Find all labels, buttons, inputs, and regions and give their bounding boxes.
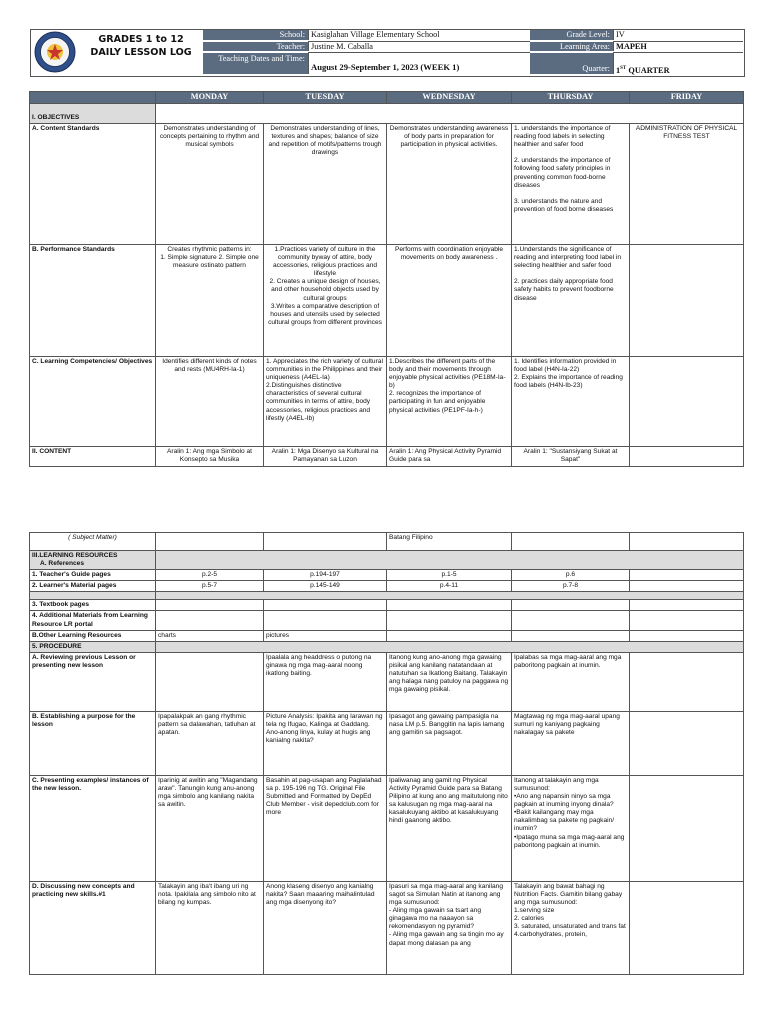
textbook-mon bbox=[156, 600, 264, 611]
learners-material-tue: p.145-149 bbox=[264, 581, 387, 592]
references-label: A. References bbox=[40, 560, 84, 568]
reviewing-wed: Itanong kung ano-anong mga gawaing pisikal ang kanilang natatandaan at natutuhan sa Ikatlong Baitang. Talakayin ang halaga nang patuloy na paggawa ng mga gawaing pisikal. bbox=[387, 652, 512, 711]
objectives-row bbox=[30, 104, 744, 124]
performance-standards-fri bbox=[630, 245, 744, 357]
presenting-label: C. Presenting examples/ instances of the new lesson. bbox=[30, 775, 156, 881]
teachers-guide-label: 1. Teacher's Guide pages bbox=[30, 570, 156, 581]
purpose-fri bbox=[630, 711, 744, 775]
lesson-log-title bbox=[80, 33, 202, 59]
content-tue: Aralin 1: Mga Disenyo sa Kultural na Pamayanan sa Luzon bbox=[264, 447, 387, 467]
competencies-fri bbox=[630, 357, 744, 447]
additional-fri bbox=[630, 611, 744, 630]
discussing-label: D. Discussing new concepts and practicing new skills.#1 bbox=[30, 881, 156, 974]
quarter-label: Quarter: bbox=[530, 52, 613, 74]
subject-fri bbox=[630, 533, 744, 551]
performance-standards-tue: 1.Practices variety of culture in the community byway of attire, body accessories, religious practices and lifestyle 2. Creates a unique design of houses, and other household objects used by cultural groups 3.Writes a comparative description of houses and utensils used by selected cultural groups from different provinces bbox=[264, 245, 387, 357]
title-line-2: DAILY LESSON LOG bbox=[90, 47, 192, 58]
competencies-thu: 1. Identifies information provided in food label (H4N-Ia-22) 2. Explains the importance of reading food labels (H4N-Ib-23) bbox=[512, 357, 630, 447]
performance-standards-thu: 1.Understands the significance of reading and interpreting food label in selecting healthier and safer food 2. practices daily appropriate food safety habits to prevent foodborne disease bbox=[512, 245, 630, 357]
presenting-tue: Basahin at pag-usapan ang Paglalahad sa p. 195-196 ng TG. Original File Submitted and Formatted by DepEd Club Member - visit depedclub.com for more bbox=[264, 775, 387, 881]
day-tuesday: TUESDAY bbox=[264, 92, 387, 104]
deped-seal-icon bbox=[34, 31, 76, 73]
reviewing-label: A. Reviewing previous Lesson or presenting new lesson bbox=[30, 652, 156, 711]
other-resources-tue: pictures bbox=[264, 630, 387, 641]
content-label: II. CONTENT bbox=[30, 447, 156, 467]
learning-area-label: Learning Area: bbox=[530, 41, 613, 51]
other-resources-row bbox=[30, 630, 744, 641]
procedure-label: 5. PROCEDURE bbox=[30, 641, 156, 652]
spacer-label bbox=[30, 592, 156, 600]
discussing-fri bbox=[630, 881, 744, 974]
purpose-row bbox=[30, 711, 744, 775]
other-resources-fri bbox=[630, 630, 744, 641]
purpose-wed: Ipasagot ang gawaing pampasigla na nasa LM p.5. Banggitin na lapis lamang ang gamitin sa pagsagot. bbox=[387, 711, 512, 775]
purpose-label: B. Establishing a purpose for the lesson bbox=[30, 711, 156, 775]
content-fri bbox=[630, 447, 744, 467]
competencies-tue: 1. Appreciates the rich variety of cultural communities in the Philippines and their uniqueness (A4EL-Ia) 2.Distinguishes distinctive characteristics of several cultural communities in terms of attire, body accessories, religious practices and lifestly (A4EL-Ib) bbox=[264, 357, 387, 447]
learners-material-label: 2. Learner's Material pages bbox=[30, 581, 156, 592]
additional-tue bbox=[264, 611, 387, 630]
competencies-row bbox=[30, 357, 744, 447]
reviewing-fri bbox=[630, 652, 744, 711]
teachers-guide-fri bbox=[630, 570, 744, 581]
reviewing-row bbox=[30, 652, 744, 711]
learners-material-row bbox=[30, 581, 744, 592]
teacher-label: Teacher: bbox=[203, 41, 308, 51]
other-resources-wed bbox=[387, 630, 512, 641]
additional-wed bbox=[387, 611, 512, 630]
purpose-thu: Magtawag ng mga mag-aaral upang sumuri ng kaniyang pagkaing nakalagay sa pakete bbox=[512, 711, 630, 775]
teachers-guide-tue: p.194-197 bbox=[264, 570, 387, 581]
day-wednesday: WEDNESDAY bbox=[387, 92, 512, 104]
discussing-wed: Ipasuri sa mga mag-aaral ang kanilang sagot sa Simulan Natin at itanong ang mga sumusunod: - Aling mga gawain sa tsart ang ginagawa mo na naaayon sa rekomendasyon ng pyramid? - Aling mga gawain ang sa tingin mo ay dapat mong dalasan pa ang bbox=[387, 881, 512, 974]
content-standards-row bbox=[30, 124, 744, 245]
objectives-heading: I. OBJECTIVES bbox=[30, 104, 156, 124]
presenting-thu: Itanong at talakayin ang mga sumusunod: •Ano ang napansin ninyo sa mga pagkain at inuming inyong dinala? •Bakit kailangang may mga nakalimbag sa pakete ng pagkain/ inumin? •Ipatago muna sa mga mag-aaral ang paboritong pagkain at inumin. bbox=[512, 775, 630, 881]
additional-materials-row bbox=[30, 611, 744, 630]
learning-area-value: MAPEH bbox=[613, 41, 743, 51]
presenting-fri bbox=[630, 775, 744, 881]
quarter-number: 1 bbox=[616, 65, 621, 75]
resources-blank bbox=[156, 551, 744, 570]
day-thursday: THURSDAY bbox=[512, 92, 630, 104]
procedure-row bbox=[30, 641, 744, 652]
additional-materials-label: 4. Additional Materials from Learning Resource LR portal bbox=[30, 611, 156, 630]
dates-value: August 29-September 1, 2023 (WEEK 1) bbox=[308, 52, 530, 74]
learners-material-fri bbox=[630, 581, 744, 592]
school-label: School: bbox=[203, 30, 308, 40]
resources-row bbox=[30, 551, 744, 570]
quarter-suffix: ST bbox=[620, 66, 627, 71]
quarter-value bbox=[613, 52, 743, 74]
day-monday: MONDAY bbox=[156, 92, 264, 104]
content-thu: Aralin 1: "Sustansiyang Sukat at Sapat" bbox=[512, 447, 630, 467]
discussing-row bbox=[30, 881, 744, 974]
subject-matter-label: ( Subject Matter) bbox=[30, 533, 156, 551]
competencies-label: C. Learning Competencies/ Objectives bbox=[30, 357, 156, 447]
subject-matter-row bbox=[30, 533, 744, 551]
textbook-wed bbox=[387, 600, 512, 611]
content-standards-tue: Demonstrates understanding of lines, textures and shapes; balance of size and repetition of motifs/patterns trough drawings bbox=[264, 124, 387, 245]
content-row bbox=[30, 447, 744, 467]
reviewing-thu: Ipalabas sa mga mag-aaral ang mga paboritong pagkain at inumin. bbox=[512, 652, 630, 711]
textbook-tue bbox=[264, 600, 387, 611]
subject-thu bbox=[512, 533, 630, 551]
teachers-guide-thu: p.6 bbox=[512, 570, 630, 581]
learners-material-thu: p.7-8 bbox=[512, 581, 630, 592]
lesson-table-page-2 bbox=[29, 532, 744, 975]
textbook-fri bbox=[630, 600, 744, 611]
day-header-row bbox=[30, 92, 744, 104]
performance-standards-label: B. Performance Standards bbox=[30, 245, 156, 357]
objectives-blank bbox=[156, 104, 744, 124]
teachers-guide-row bbox=[30, 570, 744, 581]
presenting-row bbox=[30, 775, 744, 881]
purpose-mon: Ipapalakpak an gang rhythmic pattern sa dalawahan, tatluhan at apatan. bbox=[156, 711, 264, 775]
spacer-blank bbox=[156, 592, 744, 600]
subject-wed: Batang Filipino bbox=[387, 533, 512, 551]
additional-mon bbox=[156, 611, 264, 630]
content-standards-fri: ADMINISTRATION OF PHYSICAL FITNESS TEST bbox=[630, 124, 744, 245]
teachers-guide-wed: p.1-5 bbox=[387, 570, 512, 581]
grade-label: Grade Level: bbox=[530, 30, 613, 40]
performance-standards-wed: Performs with coordination enjoyable movements on body awareness . bbox=[387, 245, 512, 357]
lesson-table-page-1 bbox=[29, 91, 744, 467]
teacher-value: Justine M. Caballa bbox=[308, 41, 530, 51]
grade-value: IV bbox=[613, 30, 743, 40]
teachers-guide-mon: p.2-5 bbox=[156, 570, 264, 581]
learners-material-mon: p.5-7 bbox=[156, 581, 264, 592]
spacer-row bbox=[30, 592, 744, 600]
performance-standards-row bbox=[30, 245, 744, 357]
learners-material-wed: p.4-11 bbox=[387, 581, 512, 592]
corner-cell bbox=[30, 92, 156, 104]
competencies-wed: 1.Describes the different parts of the body and their movements through enjoyable physical activities (PE18M-Ia-b) 2. recognizes the importance of participating in fun and enjoyable physical activities (PE1PF-Ia-h-) bbox=[387, 357, 512, 447]
competencies-mon: Identifies different kinds of notes and rests (MU4RH-Ia-1) bbox=[156, 357, 264, 447]
content-wed: Aralin 1: Ang Physical Activity Pyramid Guide para sa bbox=[387, 447, 512, 467]
content-standards-label: A. Content Standards bbox=[30, 124, 156, 245]
title-line-1: GRADES 1 to 12 bbox=[98, 34, 184, 45]
content-mon: Aralin 1: Ang mga Simbolo at Konsepto sa Musika bbox=[156, 447, 264, 467]
reviewing-tue: Ipaalala ang headdress o putong na ginawa ng mga mag-aaral noong ikatlong baiting. bbox=[264, 652, 387, 711]
discussing-tue: Anong klaseng disenyo ang kanialng nakita? Saan maaaring maihalintulad ang mga disenyong ito? bbox=[264, 881, 387, 974]
content-standards-mon: Demonstrates understanding of concepts pertaining to rhythm and musical symbols bbox=[156, 124, 264, 245]
content-standards-wed: Demonstrates understanding awareness of body parts in preparation for participation in physical activities. bbox=[387, 124, 512, 245]
performance-standards-mon: Creates rhythmic patterns in: 1. Simple signature 2. Simple one measure ostinato pattern bbox=[156, 245, 264, 357]
additional-thu bbox=[512, 611, 630, 630]
purpose-tue: Picture Analysis: Ipakita ang larawan ng tela ng Ifugao, Kalinga at Gaddang. Ano-anong linya, kulay at hugis ang kanialng nakita? bbox=[264, 711, 387, 775]
school-value: Kasiglahan Village Elementary School bbox=[308, 30, 530, 40]
day-friday: FRIDAY bbox=[630, 92, 744, 104]
subject-mon bbox=[156, 533, 264, 551]
presenting-wed: Ipaliwanag ang gamit ng Physical Activity Pyramid Guide para sa Batang Pilipino at kung ano ang maitutulong nito sa kalusugan ng mga mag-aaral na kasalukuyang aktibo at kasalukuyang hindi gaanong aktibo. bbox=[387, 775, 512, 881]
procedure-blank bbox=[156, 641, 744, 652]
resources-heading bbox=[30, 551, 156, 570]
discussing-mon: Talakayin ang iba't ibang uri ng nota. Ipakilala ang simbolo nito at bilang ng kumpas. bbox=[156, 881, 264, 974]
other-resources-thu bbox=[512, 630, 630, 641]
discussing-thu: Talakayin ang bawat bahagi ng Nutrition Facts. Gamitin bilang gabay ang mga sumusunod: 1.serving size 2. calories 3. saturated, unsaturated and trans fat 4.carbohydrates, protein, bbox=[512, 881, 630, 974]
presenting-mon: Iparinig at awitin ang "Magandang araw". Tanungin kung anu-anong mga simbolo ang kanilang nakita sa awitin. bbox=[156, 775, 264, 881]
quarter-word: QUARTER bbox=[628, 65, 670, 75]
dates-label: Teaching Dates and Time: bbox=[203, 52, 308, 74]
resources-label: III.LEARNING RESOURCES bbox=[32, 552, 118, 559]
textbook-thu bbox=[512, 600, 630, 611]
subject-tue bbox=[264, 533, 387, 551]
textbook-label: 3. Textbook pages bbox=[30, 600, 156, 611]
other-resources-label: B.Other Learning Resources bbox=[30, 630, 156, 641]
other-resources-mon: charts bbox=[156, 630, 264, 641]
content-standards-thu: 1. understands the importance of reading food labels in selecting healthier and safer food 2. understands the importance of following food safety principles in preventing common food-borne diseases 3. understands the nature and prevention of food borne diseases bbox=[512, 124, 630, 245]
textbook-row bbox=[30, 600, 744, 611]
reviewing-mon bbox=[156, 652, 264, 711]
